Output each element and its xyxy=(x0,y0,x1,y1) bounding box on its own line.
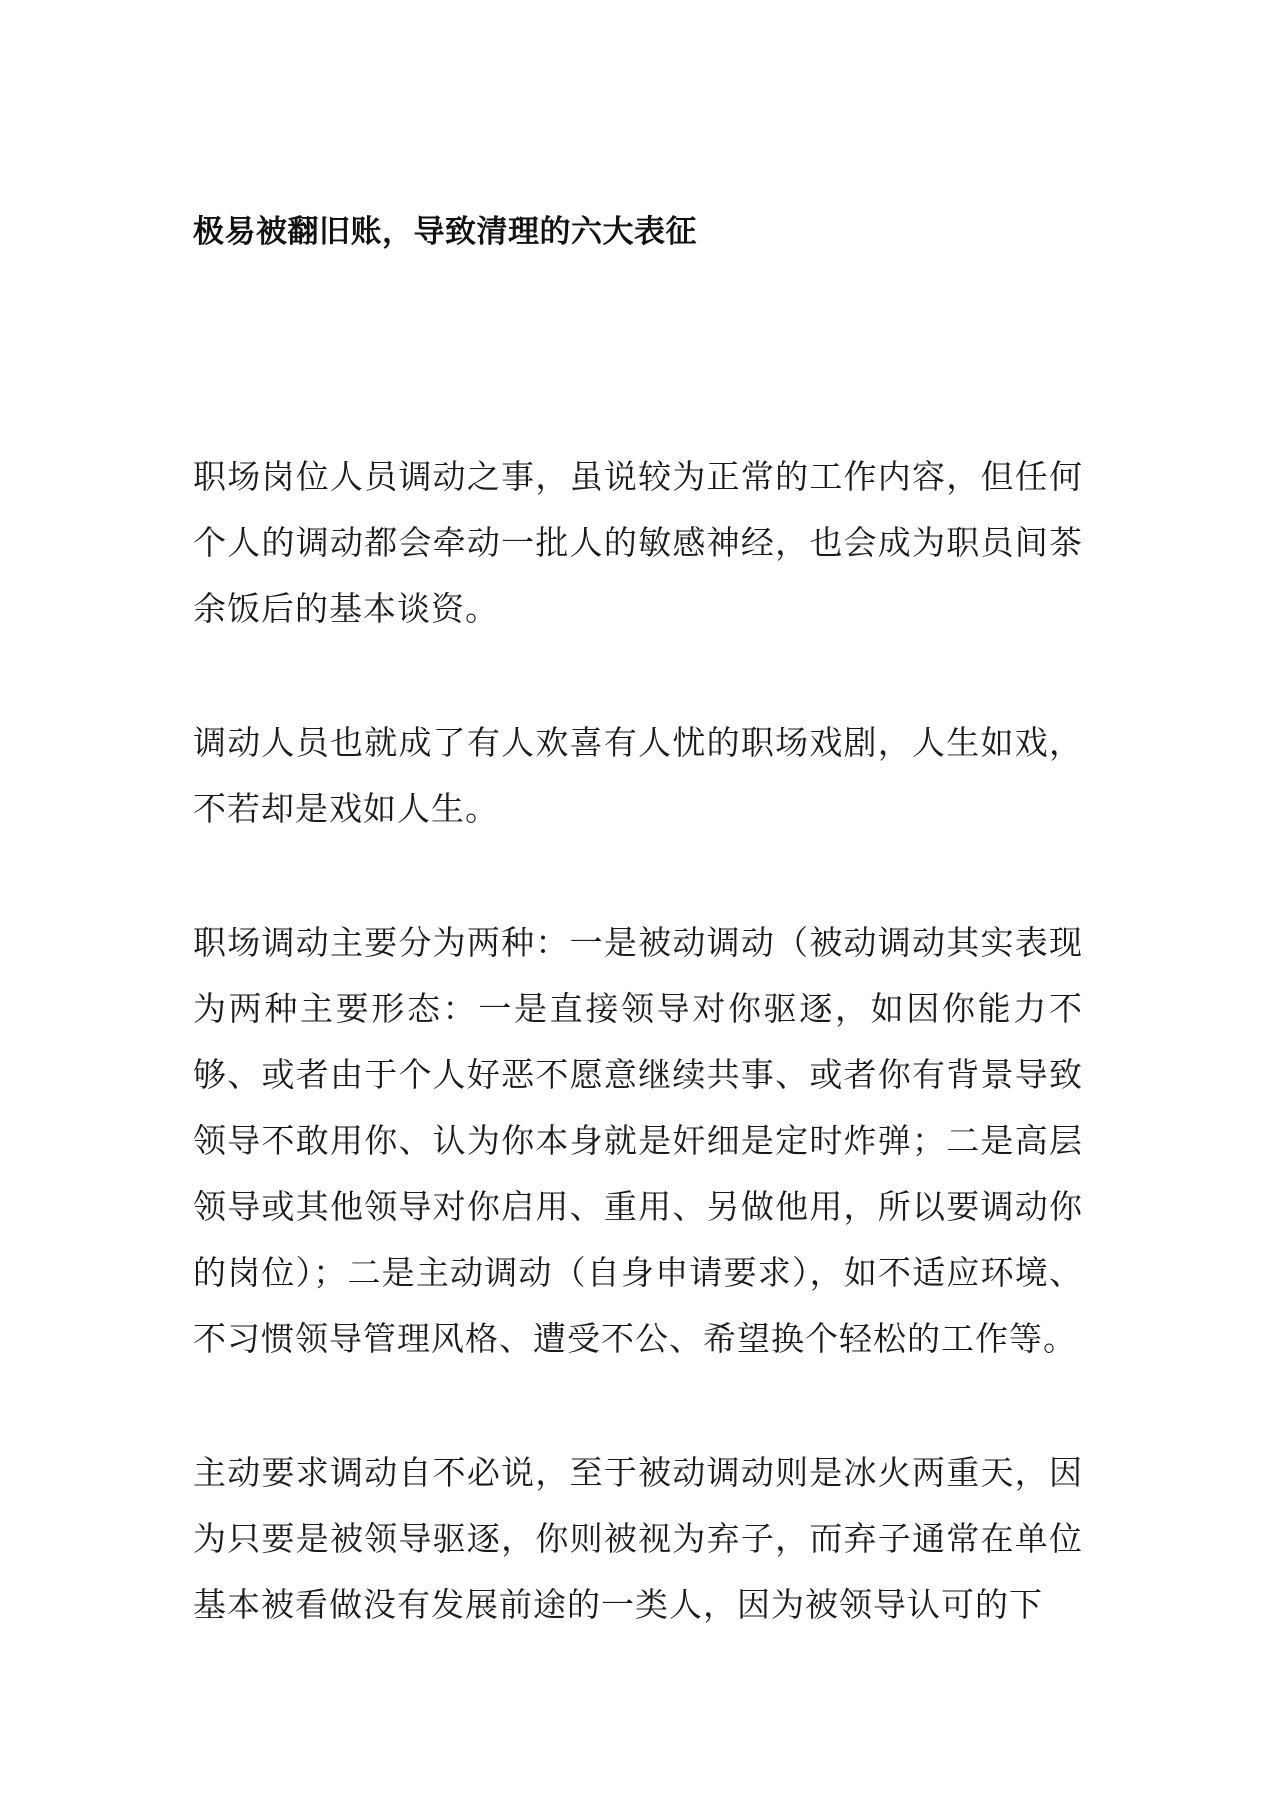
document-body xyxy=(193,444,1083,1706)
document-title: 极易被翻旧账，导致清理的六大表征 xyxy=(193,214,697,250)
paragraph: 主动要求调动自不必说，至于被动调动则是冰火两重天，因为只要是被领导驱逐，你则被视为弃子，而弃子通常在单位基本被看做没有发展前途的一类人，因为被领导认可的下 xyxy=(193,1453,1083,1624)
paragraph: 职场调动主要分为两种：一是被动调动（被动调动其实表现为两种主要形态：一是直接领导对你驱逐，如因你能力不够、或者由于个人好恶不愿意继续共事、或者你有背景导致领导不敢用你、认为你本身就是奸细是定时炸弹；二是高层领导或其他领导对你启用、重用、另做他用，所以要调动你的岗位）；二是主动调动（自身申请要求），如不适应环境、不习惯领导管理风格、遭受不公、希望换个轻松的工作等。 xyxy=(193,923,1083,1358)
paragraph: 职场岗位人员调动之事，虽说较为正常的工作内容，但任何个人的调动都会牵动一批人的敏感神经，也会成为职员间茶余饭后的基本谈资。 xyxy=(193,457,1083,628)
paragraph: 调动人员也就成了有人欢喜有人忧的职场戏剧，人生如戏，不若却是戏如人生。 xyxy=(193,723,1083,828)
